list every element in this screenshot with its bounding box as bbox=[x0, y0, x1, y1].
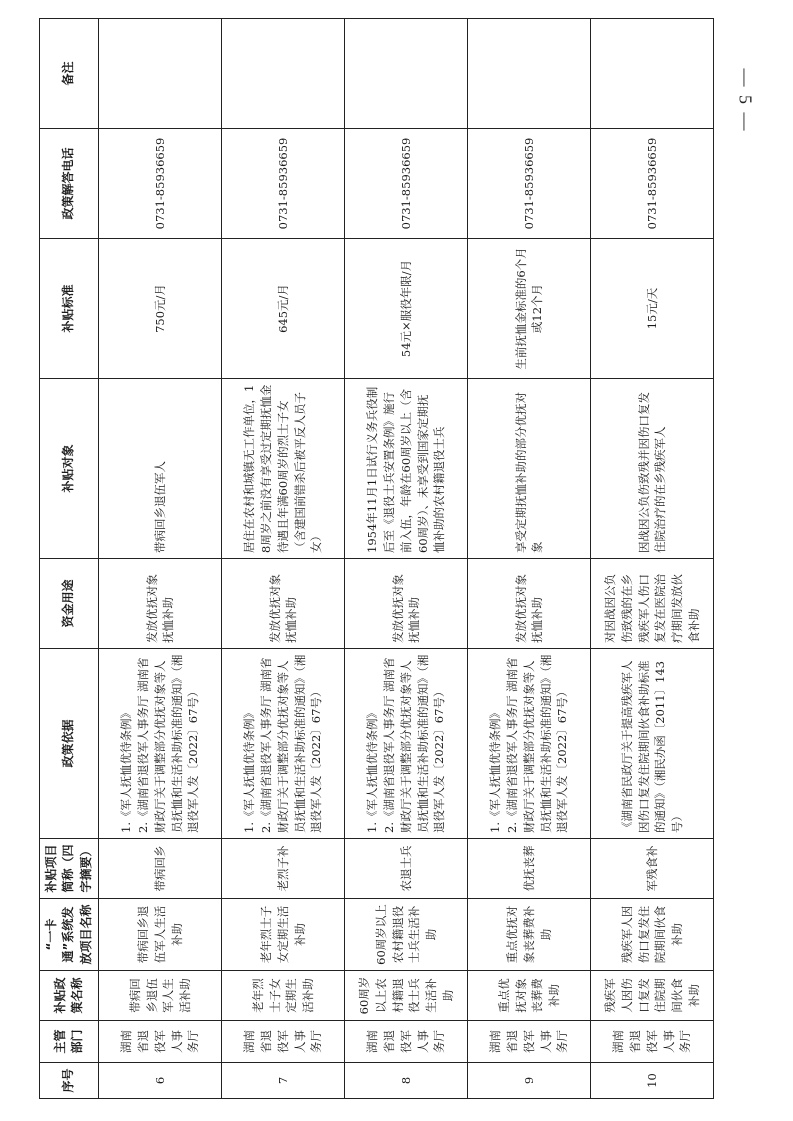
basis-line: 2.《湖南省退役军人事务厅 湖南省财政厅关于调整部分优抚对象等人员抚恤和生活补助标准的通知》（湘退役军人发〔2022〕67号） bbox=[505, 654, 570, 833]
cell-standard: 15元/天 bbox=[591, 239, 714, 379]
header-target: 补贴对象 bbox=[40, 379, 99, 559]
cell-note bbox=[345, 19, 468, 129]
cell-note bbox=[99, 19, 222, 129]
cell-standard: 54元×服役年限/月 bbox=[345, 239, 468, 379]
cell-target: 带病回乡退伍军人 bbox=[99, 379, 222, 559]
cell-dept: 湖南省退役军人事务厅 bbox=[468, 1021, 591, 1063]
header-usage: 资金用途 bbox=[40, 559, 99, 649]
cell-seq: 6 bbox=[99, 1063, 222, 1099]
cell-system-name: 重点优抚对象丧葬费补助 bbox=[468, 899, 591, 971]
cell-system-name: 60周岁以上农村籍退役士兵生活补助 bbox=[345, 899, 468, 971]
cell-phone: 0731-85936659 bbox=[345, 129, 468, 239]
basis-line: 1.《军人抚恤优待条例》 bbox=[119, 707, 134, 833]
cell-basis bbox=[345, 649, 468, 839]
cell-name: 带病回乡退伍军人生活补助 bbox=[99, 971, 222, 1021]
cell-standard: 750元/月 bbox=[99, 239, 222, 379]
cell-seq: 8 bbox=[345, 1063, 468, 1099]
basis-line: 2.《湖南省退役军人事务厅 湖南省财政厅关于调整部分优抚对象等人员抚恤和生活补助标准的通知》（湘退役军人发〔2022〕67号） bbox=[136, 654, 201, 833]
cell-basis bbox=[591, 649, 714, 839]
basis-line: 1.《军人抚恤优待条例》 bbox=[242, 707, 257, 833]
cell-seq: 9 bbox=[468, 1063, 591, 1099]
cell-target: 享受定期抚恤补助的部分优抚对象 bbox=[468, 379, 591, 559]
cell-seq: 10 bbox=[591, 1063, 714, 1099]
cell-seq: 7 bbox=[222, 1063, 345, 1099]
cell-abbr: 带病回乡 bbox=[99, 839, 222, 899]
basis-line: 《湖南省民政厅关于提高残疾军人因伤口复发住院期间伙食补助标准的通知》（湘民办函〔2011〕143号） bbox=[619, 660, 684, 833]
cell-standard: 生前抚恤金标准的6个月或12个月 bbox=[468, 239, 591, 379]
cell-usage: 发放优抚对象抚恤补助 bbox=[99, 559, 222, 649]
cell-phone: 0731-85936659 bbox=[468, 129, 591, 239]
cell-system-name: 带病回乡退伍军人生活补助 bbox=[99, 899, 222, 971]
cell-dept: 湖南省退役军人事务厅 bbox=[222, 1021, 345, 1063]
cell-dept: 湖南省退役军人事务厅 bbox=[591, 1021, 714, 1063]
cell-name: 60周岁以上农村籍退役士兵生活补助 bbox=[345, 971, 468, 1021]
cell-usage: 发放优抚对象抚恤补助 bbox=[345, 559, 468, 649]
cell-target: 居住在农村和城镇无工作单位，18周岁之前没有享受过定期抚恤金待遇且年满60周岁的烈士子女（含建国前错杀后被平反人员子女） bbox=[222, 379, 345, 559]
page-number: — 5 — bbox=[735, 68, 756, 133]
cell-usage: 发放优抚对象抚恤补助 bbox=[222, 559, 345, 649]
subsidy-policy-table bbox=[39, 18, 714, 1099]
header-abbr: 补贴项目简称（四字摘要） bbox=[40, 839, 99, 899]
table-header-row bbox=[40, 19, 99, 1099]
cell-abbr: 优抚丧葬 bbox=[468, 839, 591, 899]
header-name: 补贴政策名称 bbox=[40, 971, 99, 1021]
table-row bbox=[468, 19, 591, 1099]
header-system-name: “一卡通”系统发放项目名称 bbox=[40, 899, 99, 971]
cell-phone: 0731-85936659 bbox=[99, 129, 222, 239]
cell-target: 因战因公负伤致残并因伤口复发住院治疗的在乡残疾军人 bbox=[591, 379, 714, 559]
table-row bbox=[345, 19, 468, 1099]
header-seq: 序号 bbox=[40, 1063, 99, 1099]
cell-basis bbox=[99, 649, 222, 839]
rotated-table-container bbox=[39, 19, 701, 1099]
table-row bbox=[591, 19, 714, 1099]
table-row bbox=[222, 19, 345, 1099]
cell-target: 1954年11月1日试行义务兵役制后至《退役士兵安置条例》施行前入伍，年龄在60周岁以上（含60周岁）、未享受到国家定期抚恤补助的农村籍退役士兵 bbox=[345, 379, 468, 559]
basis-line: 2.《湖南省退役军人事务厅 湖南省财政厅关于调整部分优抚对象等人员抚恤和生活补助标准的通知》（湘退役军人发〔2022〕67号） bbox=[382, 654, 447, 833]
header-dept: 主管部门 bbox=[40, 1021, 99, 1063]
cell-usage: 对因战因公负伤致残的在乡残疾军人伤口复发在医院治疗期间发放伙食补助 bbox=[591, 559, 714, 649]
cell-name: 老年烈士子女定期生活补助 bbox=[222, 971, 345, 1021]
cell-basis bbox=[222, 649, 345, 839]
cell-note bbox=[222, 19, 345, 129]
header-phone: 政策解答电话 bbox=[40, 129, 99, 239]
cell-basis bbox=[468, 649, 591, 839]
cell-note bbox=[468, 19, 591, 129]
cell-phone: 0731-85936659 bbox=[591, 129, 714, 239]
basis-line: 1.《军人抚恤优待条例》 bbox=[488, 707, 503, 833]
cell-note bbox=[591, 19, 714, 129]
cell-abbr: 军残食补 bbox=[591, 839, 714, 899]
cell-standard: 645元/月 bbox=[222, 239, 345, 379]
cell-name: 重点优抚对象丧葬费补助 bbox=[468, 971, 591, 1021]
cell-name: 残疾军人因伤口复发住院期间伙食补助 bbox=[591, 971, 714, 1021]
header-basis: 政策依据 bbox=[40, 649, 99, 839]
cell-system-name: 残疾军人因伤口复发住院期间伙食补助 bbox=[591, 899, 714, 971]
basis-line: 2.《湖南省退役军人事务厅 湖南省财政厅关于调整部分优抚对象等人员抚恤和生活补助标准的通知》（湘退役军人发〔2022〕67号） bbox=[259, 654, 324, 833]
table-row bbox=[99, 19, 222, 1099]
header-standard: 补贴标准 bbox=[40, 239, 99, 379]
basis-line: 1.《军人抚恤优待条例》 bbox=[365, 707, 380, 833]
header-note: 备注 bbox=[40, 19, 99, 129]
cell-usage: 发放优抚对象抚恤补助 bbox=[468, 559, 591, 649]
cell-dept: 湖南省退役军人事务厅 bbox=[345, 1021, 468, 1063]
cell-abbr: 农退士兵 bbox=[345, 839, 468, 899]
cell-dept: 湖南省退役军人事务厅 bbox=[99, 1021, 222, 1063]
cell-phone: 0731-85936659 bbox=[222, 129, 345, 239]
cell-system-name: 老年烈士子女定期生活补助 bbox=[222, 899, 345, 971]
cell-abbr: 老烈子补 bbox=[222, 839, 345, 899]
